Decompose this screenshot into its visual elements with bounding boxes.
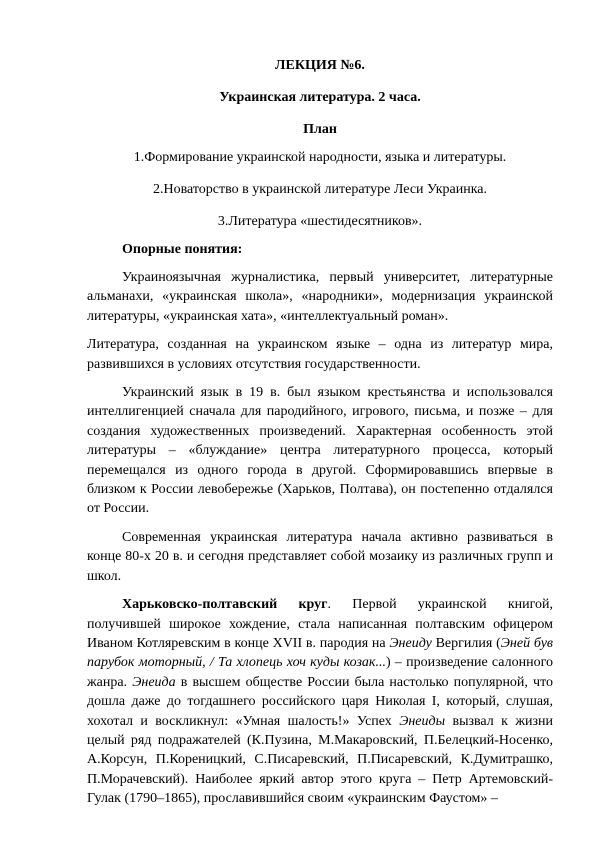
concepts-paragraph: Украиноязычная журналистика, первый университет, литературные альманахи, «украинская школа», «народники», модернизация украинской литературы, «украинская хата», «интеллектуальный роман». [87, 270, 553, 324]
lecture-title: ЛЕКЦИЯ №6. [275, 58, 365, 73]
text-span: Вергилия ( [431, 635, 501, 651]
text-span: в высшем обществе России была настолько популярной, что дошла даже до тогдашнего российского царя Николая I, который, слушая, хохотал и воскликнул: «Умная шалость!» Успех [87, 674, 554, 729]
concepts-label: Опорные понятия: [122, 242, 243, 257]
italic-quote: Эней був парубок моторный, / Та хлопець хоч куды козак... [87, 635, 553, 671]
plan-item-1: 1.Формирование украинской народности, языка и литературы. [133, 150, 507, 165]
italic-span: Энеиды [399, 713, 446, 729]
section-lead: Харьковско-полтавский круг [122, 597, 328, 613]
plan-item-2: 2.Новаторство в украинской литературе Леси Украинка. [152, 182, 488, 197]
text-span: ) – произведение салонного жанра. [87, 655, 553, 690]
italic-span: Энеиду [389, 635, 432, 651]
plan-item-3: 3.Литература «шестидесятников». [217, 214, 423, 229]
italic-span: Энеида [132, 674, 176, 690]
plan-title: План [303, 122, 337, 137]
lecture-subtitle: Украинская литература. 2 часа. [219, 90, 421, 105]
paragraph-4 [87, 595, 553, 808]
text-span: вызвал к жизни целый ряд подражателей (К.Пузина, М.Макаровский, П.Белецкий-Носенко, А.Корсун, П.Кореницкий, С.Писаревский, П.Писаревский, К.Думитрашко, П.Морачевский). Наиболее яркий автор этого круга – Петр Артемовский-Гулак (1790–1865), прославившийся своим «украинским Фаустом» – [87, 713, 553, 807]
paragraph-2: Украинский язык в 19 в. был языком крестьянства и использовался интеллигенцией сначала для пародийного, игрового, письма, и позже – для создания художественных произведений. Характерная особенность этой литературы – «блуждание» центра литературного процесса, который перемещался из одного города в другой. Сформировавшись впервые в близком к России левобережье (Харьков, Полтава), он постепенно отдалялся от России. [87, 385, 553, 517]
paragraph-3: Современная украинская литература начала активно развиваться в конце 80-х 20 в. и сегодня представляет собой мозаику из различных групп и школ. [87, 529, 553, 584]
paragraph-1: Литература, созданная на украинском языке – одна из литератур мира, развившихся в условиях отсутствия государственности. [87, 337, 553, 372]
text-span: . Первой украинской книгой, получившей широкое хождение, стала написанная полтавским офицером Иваном Котляревским в конце XVII в. пародия на [87, 597, 553, 651]
